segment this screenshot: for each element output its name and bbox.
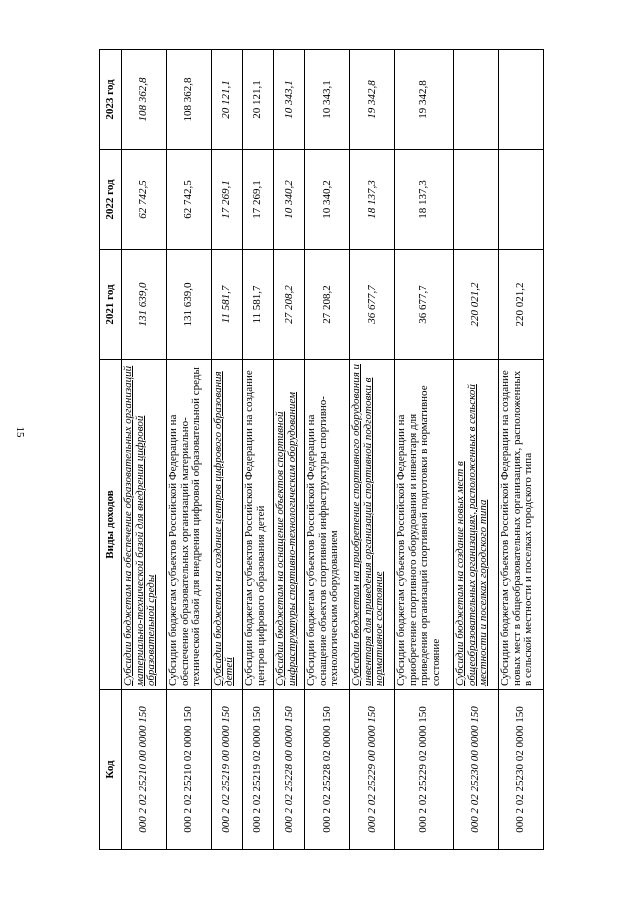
cell-2022: 17 269,1 xyxy=(243,150,274,250)
cell-2023: 10 343,1 xyxy=(274,50,305,150)
cell-2023: 108 362,8 xyxy=(122,50,167,150)
table-body xyxy=(122,50,544,850)
cell-2021: 11 581,7 xyxy=(243,250,274,360)
cell-2022: 10 340,2 xyxy=(305,150,350,250)
cell-2023: 20 121,1 xyxy=(243,50,274,150)
cell-code: 000 2 02 25230 02 0000 150 xyxy=(498,690,543,850)
header-2021: 2021 год xyxy=(100,250,122,360)
cell-code: 000 2 02 25219 02 0000 150 xyxy=(243,690,274,850)
cell-2021: 27 208,2 xyxy=(305,250,350,360)
cell-2022: 17 269,1 xyxy=(211,150,242,250)
cell-2021: 11 581,7 xyxy=(211,250,242,360)
cell-code: 000 2 02 25228 00 0000 150 xyxy=(274,690,305,850)
header-code: Код xyxy=(100,690,122,850)
cell-name: Субсидии бюджетам субъектов Российской Федерации на приобретение спортивного оборудования и инвентаря для приведения организаций спортивной подготовки в нормативное состояние xyxy=(395,360,454,690)
cell-2023: 19 342,8 xyxy=(395,50,454,150)
table-row xyxy=(350,50,395,850)
cell-2023: 19 342,8 xyxy=(350,50,395,150)
cell-2021: 131 639,0 xyxy=(122,250,167,360)
table-row xyxy=(243,50,274,850)
cell-name: Субсидии бюджетам субъектов Российской Федерации на обеспечение образовательных организаций материально-технической базой для внедрения цифровой образовательной среды xyxy=(166,360,211,690)
cell-name: Субсидии бюджетам субъектов Российской Федерации на создание центров цифрового образования детей xyxy=(243,360,274,690)
cell-name: Субсидии бюджетам на оснащение объектов спортивной инфраструктуры спортивно-технологическим оборудованием xyxy=(274,360,305,690)
table-row xyxy=(305,50,350,850)
cell-code: 000 2 02 25210 02 0000 150 xyxy=(166,690,211,850)
table-row xyxy=(395,50,454,850)
cell-2021: 220 021,2 xyxy=(454,250,499,360)
cell-code: 000 2 02 25229 02 0000 150 xyxy=(395,690,454,850)
table-row xyxy=(166,50,211,850)
page-number: 15 xyxy=(14,426,26,438)
cell-name: Субсидии бюджетам субъектов Российской Федерации на оснащение объектов спортивной инфраструктуры спортивно-технологическим оборудованием xyxy=(305,360,350,690)
cell-name: Субсидии бюджетам субъектов Российской Федерации на создание новых мест в общеобразовательных организациях, расположенных в сельской местности и поселках городского типа xyxy=(498,360,543,690)
cell-code: 000 2 02 25228 02 0000 150 xyxy=(305,690,350,850)
header-2022: 2022 год xyxy=(100,150,122,250)
header-2023: 2023 год xyxy=(100,50,122,150)
table-row xyxy=(454,50,499,850)
cell-code: 000 2 02 25229 00 0000 150 xyxy=(350,690,395,850)
cell-2023: 108 362,8 xyxy=(166,50,211,150)
cell-name: Субсидии бюджетам на приобретение спортивного оборудования и инвентаря для приведения организаций спортивной подготовки в нормативное состояние xyxy=(350,360,395,690)
cell-2021: 36 677,7 xyxy=(350,250,395,360)
cell-code: 000 2 02 25230 00 0000 150 xyxy=(454,690,499,850)
cell-2022: 10 340,2 xyxy=(274,150,305,250)
cell-2021: 220 021,2 xyxy=(498,250,543,360)
table-header-row xyxy=(100,50,122,850)
cell-name: Субсидии бюджетам на создание новых мест в общеобразовательных организациях, расположенных в сельской местности и поселках городского типа xyxy=(454,360,499,690)
cell-2022: 18 137,3 xyxy=(395,150,454,250)
cell-2023: 20 121,1 xyxy=(211,50,242,150)
table-row xyxy=(274,50,305,850)
cell-2022: 62 742,5 xyxy=(166,150,211,250)
cell-2021: 27 208,2 xyxy=(274,250,305,360)
rotated-table-wrapper xyxy=(99,50,544,850)
income-table xyxy=(99,49,544,850)
cell-2023: 10 343,1 xyxy=(305,50,350,150)
cell-2022: 18 137,3 xyxy=(350,150,395,250)
cell-2022: 62 742,5 xyxy=(122,150,167,250)
cell-name: Субсидии бюджетам на обеспечение образовательных организаций материально-технической базой для внедрения цифровой образовательной среды xyxy=(122,360,167,690)
cell-2023 xyxy=(498,50,543,150)
cell-code: 000 2 02 25219 00 0000 150 xyxy=(211,690,242,850)
table-row xyxy=(211,50,242,850)
cell-2023 xyxy=(454,50,499,150)
table-row xyxy=(498,50,543,850)
cell-name: Субсидии бюджетам на создание центров цифрового образования детей xyxy=(211,360,242,690)
cell-2022 xyxy=(498,150,543,250)
header-name: Виды доходов xyxy=(100,360,122,690)
cell-2021: 36 677,7 xyxy=(395,250,454,360)
cell-2021: 131 639,0 xyxy=(166,250,211,360)
cell-code: 000 2 02 25210 00 0000 150 xyxy=(122,690,167,850)
table-row xyxy=(122,50,167,850)
cell-2022 xyxy=(454,150,499,250)
